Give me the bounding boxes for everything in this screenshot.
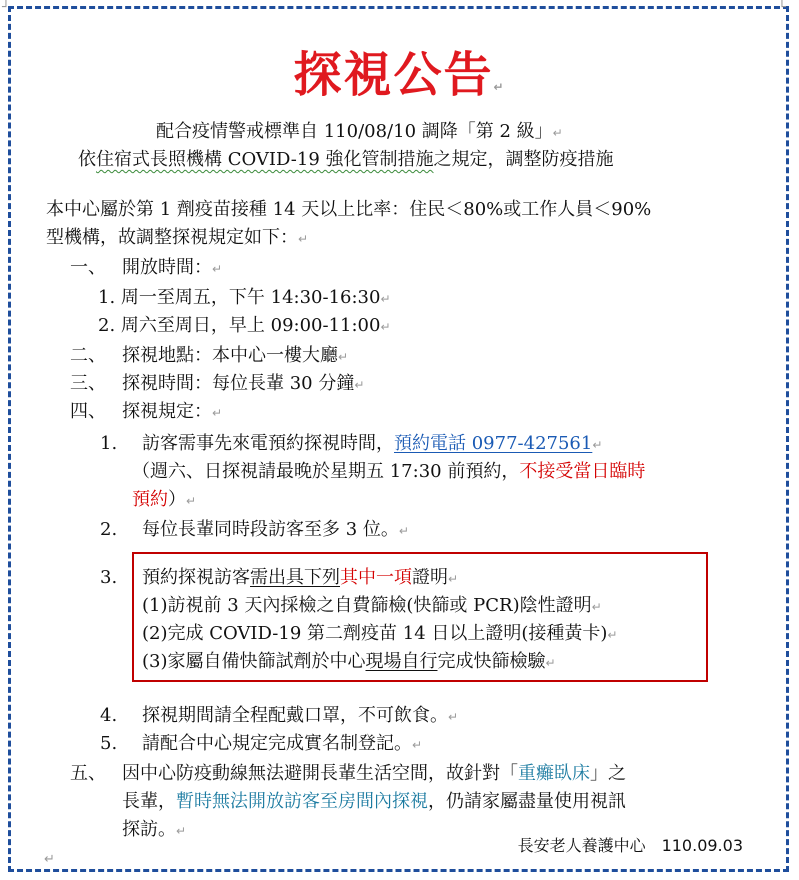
section-1-title: 開放時間：↵ [122,257,223,278]
section-4-num: 四、 [70,401,106,422]
rule-4-text: 探視期間請全程配戴口罩，不可飲食。↵ [142,705,459,726]
reservation-phone: 預約電話 0977-427561 [394,433,593,454]
rule-2-num: 2. [100,519,118,540]
preface-line-2: 型機構，故調整探視規定如下：↵ [46,227,309,248]
notice-title: 探視公告↵ [293,47,506,103]
rule-2-text: 每位長輩同時段訪客至多 3 位。↵ [142,519,409,540]
section-2-title: 探視地點：本中心一樓大廳↵ [122,345,349,366]
rule-5-text: 請配合中心規定完成實名制登記。↵ [142,733,423,754]
intro-line-2: 依住宿式長照機構 COVID-19 強化管制措施之規定，調整防疫措施 [78,149,614,170]
footer-signature: 長安老人養護中心 110.09.03 [517,836,743,855]
proof-option-2: (2)完成 COVID-19 第二劑疫苗 14 日以上證明(接種黃卡)↵ [142,623,618,644]
section-2-num: 二、 [70,345,106,366]
section-5-line-3: 探訪。↵ [122,819,187,840]
rule-3-heading: 預約探視訪客需出具下列其中一項證明↵ [142,567,459,588]
rule-5-num: 5. [100,733,118,754]
opening-weekend: 2. 周六至周日，早上 09:00-11:00↵ [98,315,391,336]
rule-1-subtext-end: 預約）↵ [132,489,197,510]
section-4-title: 探視規定：↵ [122,401,223,422]
opening-weekday: 1. 周一至周五，下午 14:30-16:30↵ [98,287,391,308]
section-1-num: 一、 [70,257,106,278]
section-3-title: 探視時間：每位長輩 30 分鐘↵ [122,373,365,394]
section-5-line-2: 長輩，暫時無法開放訪客至房間內探視，仍請家屬盡量使用視訊 [122,791,626,812]
rule-1-text: 訪客需事先來電預約探視時間，預約電話 0977-427561↵ [142,433,603,454]
proof-option-3: (3)家屬自備快篩試劑於中心現場自行完成快篩檢驗↵ [142,651,556,672]
preface-line-1: 本中心屬於第 1 劑疫苗接種 14 天以上比率：住民＜80%或工作人員＜90% [46,199,652,220]
corner-mark-top-left: ┘ [2,0,10,15]
intro-line-1: 配合疫情警戒標準自 110/08/10 調降「第 2 級」↵ [156,121,563,142]
rule-4-num: 4. [100,705,118,726]
section-5-num: 五、 [70,763,106,784]
rule-1-num: 1. [100,433,118,454]
section-5-line-1: 因中心防疫動線無法避開長輩生活空間，故針對「重癱臥床」之 [122,763,626,784]
proof-option-1: (1)訪視前 3 天內採檢之自費篩檢(快篩或 PCR)陰性證明↵ [142,595,602,616]
section-3-num: 三、 [70,373,106,394]
rule-1-subtext: （週六、日探視請最晚於星期五 17:30 前預約，不接受當日臨時 [132,461,646,482]
paragraph-mark: ↵ [44,852,55,867]
rule-3-num: 3. [100,567,118,588]
corner-mark-top-right: └ [778,0,786,15]
